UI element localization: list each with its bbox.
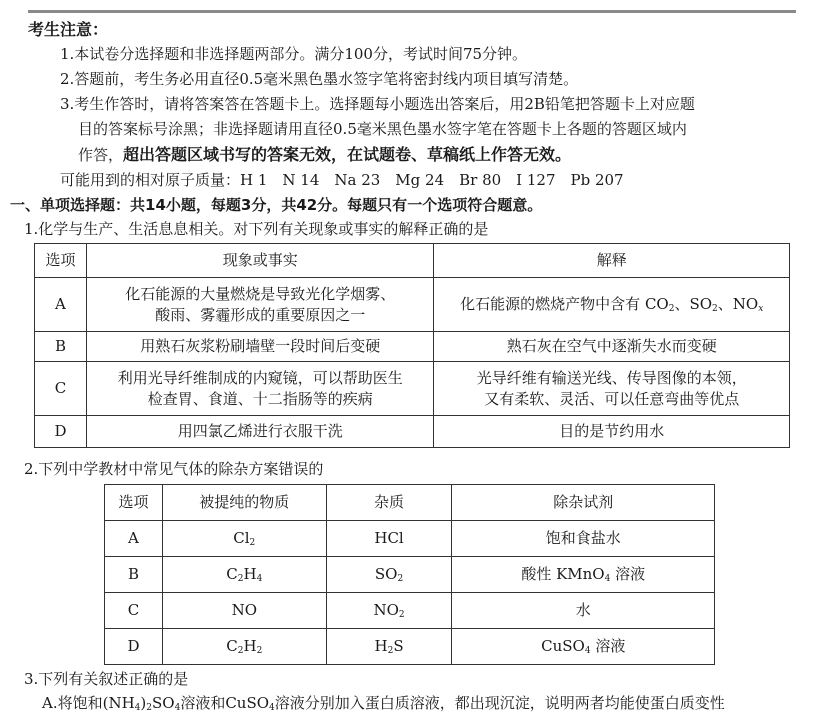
- q1-row-d-explanation: 目的是节约用水: [434, 416, 790, 448]
- q1-row-c-exp-line1: 光导纤维有输送光线、传导图像的本领，: [476, 368, 747, 387]
- q2-row-a: [105, 521, 715, 557]
- q2-row-a-reagent: 饱和食盐水: [452, 521, 715, 557]
- q2-row-a-impurity: HCl: [326, 521, 452, 557]
- q1-row-a-explanation: 化石能源的燃烧产物中含有 $CO_2$、$SO_2$、$NO_x$: [434, 278, 790, 332]
- q1-row-c-explanation: [434, 362, 790, 416]
- q3-stem: 3.下列有关叙述正确的是: [24, 670, 189, 688]
- q1-row-b-fact: 用熟石灰浆粉刷墙壁一段时间后变硬: [86, 332, 434, 362]
- q1-row-b-option: B: [35, 332, 87, 362]
- q1-row-a-fact-line2: 酸雨、雾霾形成的重要原因之一: [155, 305, 366, 324]
- q2-row-c-impurity: $NO_2$: [326, 593, 452, 629]
- q1-stem: 1.化学与生产、生活息息相关。对下列有关现象或事实的解释正确的是: [24, 220, 489, 238]
- notice-item-3-end: [78, 145, 571, 165]
- q2-row-c-option: C: [105, 593, 163, 629]
- notice-warning: 超出答题区域书写的答案无效，在试题卷、草稿纸上作答无效。: [123, 145, 572, 164]
- q1-row-a-option: A: [35, 278, 87, 332]
- q2-row-b-option: B: [105, 557, 163, 593]
- q1-row-d-fact: 用四氯乙烯进行衣服干洗: [86, 416, 434, 448]
- q1-row-c-option: C: [35, 362, 87, 416]
- notice-item-1: 1.本试卷分选择题和非选择题两部分。满分100分，考试时间75分钟。: [60, 45, 528, 63]
- notice-item-3-cont: 目的答案标号涂黑；非选择题请用直径0.5毫米黑色墨水签字笔在答题卡上各题的答题区域内: [78, 120, 687, 138]
- q2-row-b: [105, 557, 715, 593]
- q1-row-a: [35, 278, 790, 332]
- q1-row-c-exp-line2: 又有柔软、灵活、可以任意弯曲等优点: [484, 389, 740, 408]
- q2-row-d-reagent: CuSO$_4$ 溶液: [452, 629, 715, 665]
- q2-stem: 2.下列中学教材中常见气体的除杂方案错误的: [24, 460, 324, 478]
- q2-header-option: 选项: [105, 485, 163, 521]
- q2-row-a-substance: $Cl_2$: [162, 521, 326, 557]
- q1-row-c: [35, 362, 790, 416]
- q2-row-c-reagent: 水: [452, 593, 715, 629]
- q2-header-row: [105, 485, 715, 521]
- notice-item-3: 3.考生作答时，请将答案答在答题卡上。选择题每小题选出答案后，用2B铅笔把答题卡上对应题: [60, 95, 695, 113]
- q2-header-impurity: 杂质: [326, 485, 452, 521]
- q2-header-substance: 被提纯的物质: [162, 485, 326, 521]
- q2-row-a-option: A: [105, 521, 163, 557]
- q1-header-explanation: 解释: [434, 244, 790, 278]
- q1-table: [34, 243, 790, 448]
- top-rule: [28, 10, 796, 13]
- q1-row-c-fact-line2: 检查胃、食道、十二指肠等的疾病: [147, 389, 373, 408]
- q3-option-a: A.将饱和$(NH_4)_2SO_4$溶液和CuSO$_4$溶液分别加入蛋白质溶液，都出现沉淀，说明两者均能使蛋白质变性: [42, 694, 725, 713]
- q2-header-reagent: 除杂试剂: [452, 485, 715, 521]
- q2-row-c-substance: NO: [162, 593, 326, 629]
- q1-row-c-fact-line1: 利用光导纤维制成的内窥镜，可以帮助医生: [117, 368, 403, 387]
- q1-row-b: [35, 332, 790, 362]
- q2-row-b-substance: $C_2H_4$: [162, 557, 326, 593]
- q1-row-d: [35, 416, 790, 448]
- q2-row-d-impurity: $H_2S$: [326, 629, 452, 665]
- q2-row-d-substance: $C_2H_2$: [162, 629, 326, 665]
- q1-row-d-option: D: [35, 416, 87, 448]
- atomic-mass-line: 可能用到的相对原子质量：H 1 N 14 Na 23 Mg 24 Br 80 I 127 Pb 207: [60, 171, 624, 189]
- q2-row-d-option: D: [105, 629, 163, 665]
- notice-title: 考生注意：: [28, 20, 109, 39]
- q2-table: [104, 484, 715, 665]
- q1-row-c-fact: [86, 362, 434, 416]
- notice-item-3-tail: 作答，: [78, 146, 124, 164]
- q1-header-fact: 现象或事实: [86, 244, 434, 278]
- notice-item-2: 2.答题前，考生务必用直径0.5毫米黑色墨水签字笔将密封线内项目填写清楚。: [60, 70, 579, 88]
- q1-row-b-explanation: 熟石灰在空气中逐渐失水而变硬: [434, 332, 790, 362]
- q1-header-option: 选项: [35, 244, 87, 278]
- q2-row-b-reagent: 酸性 KMnO$_4$ 溶液: [452, 557, 715, 593]
- q1-row-a-fact-line1: 化石能源的大量燃烧是导致光化学烟雾、: [125, 284, 396, 303]
- q2-row-b-impurity: $SO_2$: [326, 557, 452, 593]
- q1-row-a-fact: [86, 278, 434, 332]
- section1-heading: 一、单项选择题：共14小题，每题3分，共42分。每题只有一个选项符合题意。: [10, 196, 543, 214]
- q2-row-d: [105, 629, 715, 665]
- q2-row-c: [105, 593, 715, 629]
- q1-header-row: [35, 244, 790, 278]
